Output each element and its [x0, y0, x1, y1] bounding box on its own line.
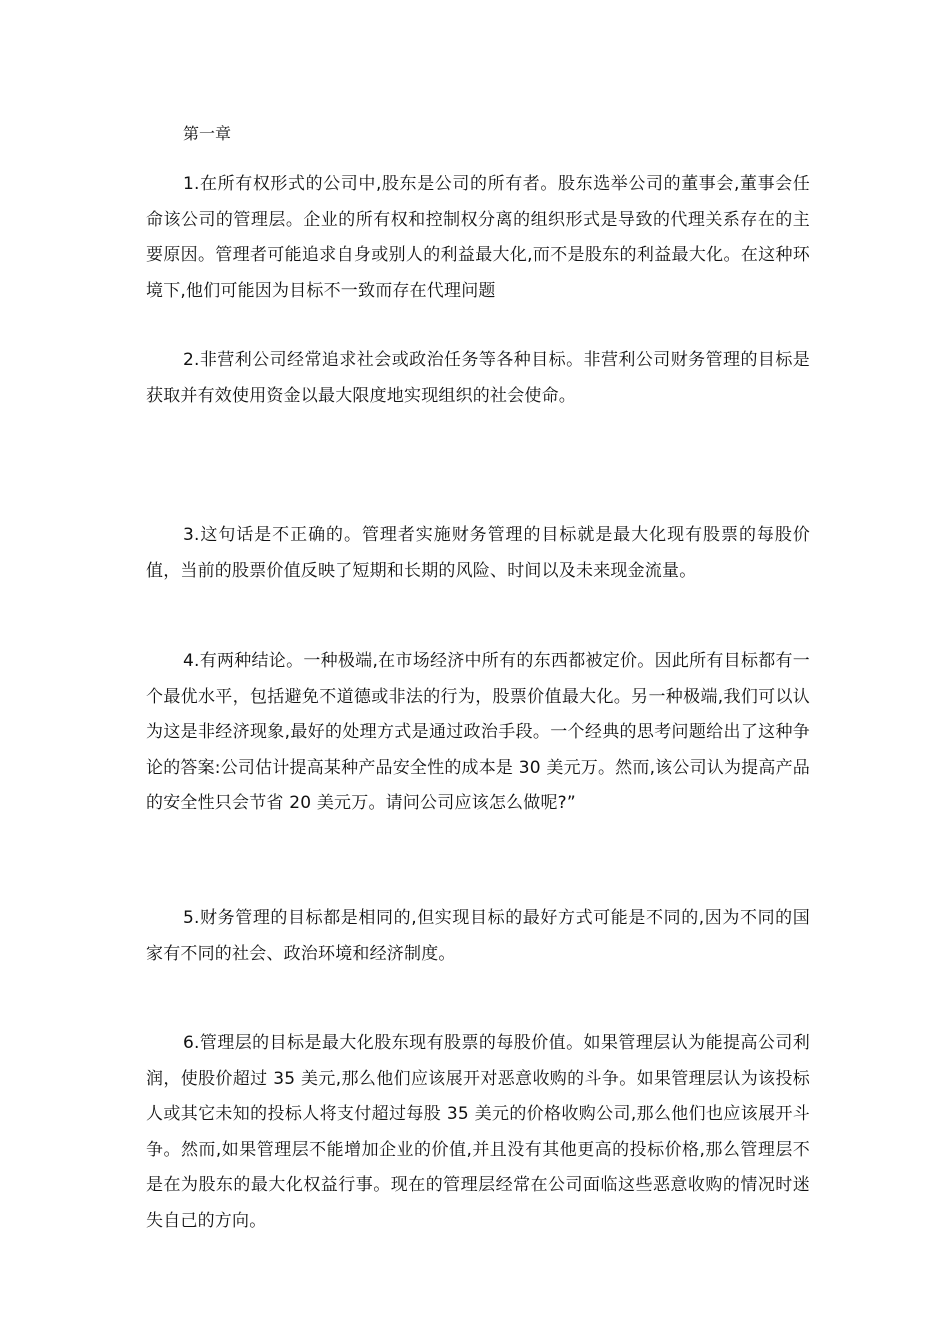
answer-paragraph-2: 2.非营利公司经常追求社会或政治任务等各种目标。非营利公司财务管理的目标是获取并有效使用资金以最大限度地实现组织的社会使命。	[146, 350, 810, 406]
answer-paragraph-4: 4.有两种结论。一种极端,在市场经济中所有的东西都被定价。因此所有目标都有一个最优水平，包括避免不道德或非法的行为，股票价值最大化。另一种极端,我们可以认为这是非经济现象,最好的处理方式是通过政治手段。一个经典的思考问题给出了这种争论的答案:公司估计提高某种产品安全性的成本是 30 美元万。然而,该公司认为提高产品的安全性只会节省 20 美元万。请问公司应该怎么做呢?”	[146, 651, 810, 813]
answer-paragraph-1: 1.在所有权形式的公司中,股东是公司的所有者。股东选举公司的董事会,董事会任命该公司的管理层。企业的所有权和控制权分离的组织形式是导致的代理关系存在的主要原因。管理者可能追求自身或别人的利益最大化,而不是股东的利益最大化。在这种环境下,他们可能因为目标不一致而存在代理问题	[146, 174, 810, 301]
answer-paragraph-6: 6.管理层的目标是最大化股东现有股票的每股价值。如果管理层认为能提高公司利润，使股价超过 35 美元,那么他们应该展开对恶意收购的斗争。如果管理层认为该投标人或其它未知的投标人将支付超过每股 35 美元的价格收购公司,那么他们也应该展开斗争。然而,如果管理层不能增加企业的价值,并且没有其他更高的投标价格,那么管理层不是在为股东的最大化权益行事。现在的管理层经常在公司面临这些恶意收购的情况时迷失自己的方向。	[146, 1033, 810, 1231]
chapter-title: 第一章	[183, 124, 232, 143]
answer-paragraph-5: 5.财务管理的目标都是相同的,但实现目标的最好方式可能是不同的,因为不同的国家有不同的社会、政治环境和经济制度。	[146, 908, 810, 964]
answer-paragraph-3: 3.这句话是不正确的。管理者实施财务管理的目标就是最大化现有股票的每股价值，当前的股票价值反映了短期和长期的风险、时间以及未来现金流量。	[146, 525, 810, 581]
